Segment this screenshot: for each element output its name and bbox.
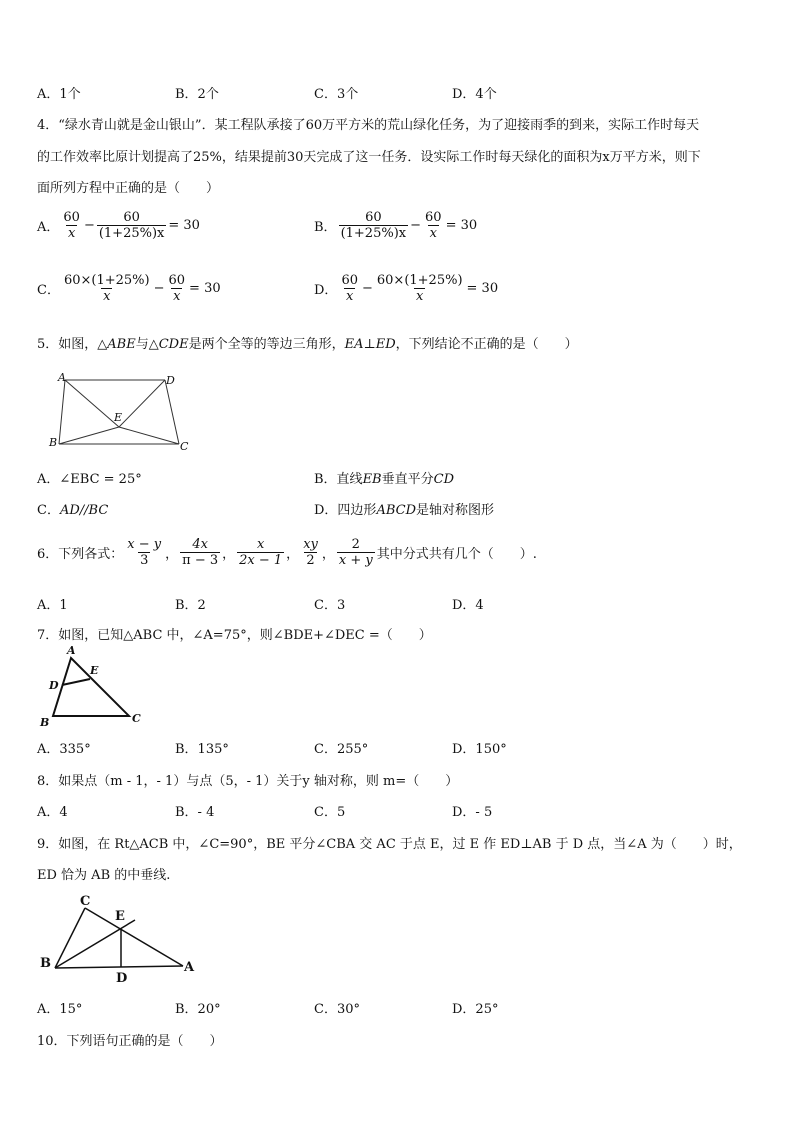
q4-option-a: A． $\frac{60}{x}$ − $\frac{60}{(1+25\%)x}$ = 30	[37, 210, 200, 241]
q8-option-c: C．5	[314, 805, 346, 820]
q9-option-b: B．20°	[175, 1002, 221, 1017]
label-d: D	[166, 374, 175, 387]
segment-ae	[65, 380, 119, 427]
q5-figure	[45, 368, 195, 456]
label-a: A	[58, 371, 66, 384]
fraction: $\frac{4x}{\pi - 3}$	[182, 537, 219, 568]
label-c: C	[180, 440, 189, 453]
q4-option-c: C． $\frac{60\times(1+25\%)}{x}$ − $\frac{60}{x}$ = 30	[37, 273, 221, 304]
fraction: $\frac{x}{2x - 1}$	[239, 537, 283, 568]
q7-option-b: B．135°	[175, 742, 229, 757]
q4-stem-line3: 面所列方程中正确的是（ ）	[37, 181, 220, 196]
q9-figure	[37, 890, 202, 986]
fraction: $\frac{60}{(1+25\%)x}$	[98, 210, 165, 241]
label-a: A	[67, 644, 76, 657]
q5-stem: 5．如图，△ABE与△CDE是两个全等的等边三角形，EA⊥ED，下列结论不正确的是（ ）	[37, 337, 578, 352]
q7-option-d: D．150°	[452, 742, 507, 757]
q3-option-b: B．2个	[175, 87, 219, 102]
label-c: C	[132, 712, 141, 725]
label-c: C	[80, 894, 91, 909]
q7-option-a: A．335°	[37, 742, 91, 757]
fraction: $\frac{2}{x + y}$	[338, 537, 373, 568]
segment-ce	[119, 427, 179, 444]
segment-dc	[165, 380, 179, 444]
q5-option-c: C．AD//BC	[37, 503, 109, 518]
q9-stem-line2: ED 恰为 AB 的中垂线.	[37, 868, 171, 883]
q9-option-d: D．25°	[452, 1002, 499, 1017]
q8-option-d: D．- 5	[452, 805, 493, 820]
fraction: $\frac{60}{x}$	[425, 210, 442, 241]
q6-option-b: B．2	[175, 598, 206, 613]
q8-option-a: A．4	[37, 805, 68, 820]
q10-stem: 10．下列语句正确的是（ ）	[37, 1034, 223, 1049]
q8-option-b: B．- 4	[175, 805, 215, 820]
fraction: $\frac{60\times(1+25\%)}{x}$	[63, 273, 150, 304]
fraction: $\frac{x - y}{3}$	[127, 537, 162, 568]
q6-stem: 6．下列各式： $\frac{x - y}{3}$ ， $\frac{4x}{\pi - 3}$ ， $\frac{x}{2x - 1}$ ， $\frac{xy}{2}$ ， $\frac{2}{x + y}$ 其中分式共有几个（ ）.	[37, 537, 537, 568]
q5-option-b: B．直线EB垂直平分CD	[314, 472, 454, 487]
fraction: $\frac{60}{x}$	[63, 210, 80, 241]
segment-be	[59, 427, 119, 444]
label-b: B	[40, 716, 50, 729]
label-e: E	[115, 909, 125, 924]
q7-stem: 7．如图，已知△ABC 中，∠A=75°，则∠BDE+∠DEC =（ ）	[37, 628, 432, 643]
q6-option-d: D．4	[452, 598, 484, 613]
q7-figure	[37, 643, 157, 731]
segment-de	[62, 679, 90, 685]
q3-option-c: C．3个	[314, 87, 359, 102]
q8-stem: 8．如果点（m - 1，- 1）与点（5，- 1）关于y 轴对称，则 m=（ ）	[37, 774, 459, 789]
label-e: E	[90, 664, 99, 677]
fraction: $\frac{60\times(1+25\%)}{x}$	[376, 273, 463, 304]
q9-stem-line1: 9．如图，在 Rt△ACB 中，∠C=90°，BE 平分∠CBA 交 AC 于点 E，过 E 作 ED⊥AB 于 D 点，当∠A 为（ ）时，	[37, 837, 742, 852]
label-e: E	[114, 411, 123, 424]
q4-stem-line2: 的工作效率比原计划提高了25%，结果提前30天完成了这一任务．设实际工作时每天绿化的面积为x万平方米，则下	[37, 150, 701, 165]
q4-option-b: B． $\frac{60}{(1+25\%)x}$ − $\frac{60}{x}$ = 30	[314, 210, 478, 241]
segment-de	[119, 380, 165, 427]
fraction: $\frac{60}{(1+25\%)x}$	[340, 210, 407, 241]
q9-option-c: C．30°	[314, 1002, 360, 1017]
fraction: $\frac{60}{x}$	[168, 273, 186, 304]
label-a: A	[184, 960, 195, 975]
label-b: B	[40, 956, 51, 971]
label-b: B	[49, 436, 58, 449]
label-d: D	[49, 679, 59, 692]
label-d: D	[116, 971, 128, 986]
q3-option-a: A．1个	[37, 87, 81, 102]
q6-option-c: C．3	[314, 598, 346, 613]
q6-option-a: A．1	[37, 598, 68, 613]
fraction: $\frac{xy}{2}$	[303, 537, 318, 568]
segment-ca	[85, 908, 183, 966]
q3-option-d: D．4个	[452, 87, 497, 102]
q9-option-a: A．15°	[37, 1002, 83, 1017]
q4-stem-line1: 4．“绿水青山就是金山银山”．某工程队承接了60万平方米的荒山绿化任务，为了迎接雨季的到来，实际工作时每天	[37, 118, 700, 133]
q5-option-d: D．四边形ABCD是轴对称图形	[314, 503, 495, 518]
q7-option-c: C．255°	[314, 742, 369, 757]
q4-option-d: D． $\frac{60}{x}$ − $\frac{60\times(1+25\%)}{x}$ = 30	[314, 273, 499, 304]
q5-option-a: A．∠EBC = 25°	[37, 472, 142, 487]
fraction: $\frac{60}{x}$	[341, 273, 358, 304]
segment-ba	[55, 966, 183, 968]
segment-ab	[59, 380, 65, 444]
